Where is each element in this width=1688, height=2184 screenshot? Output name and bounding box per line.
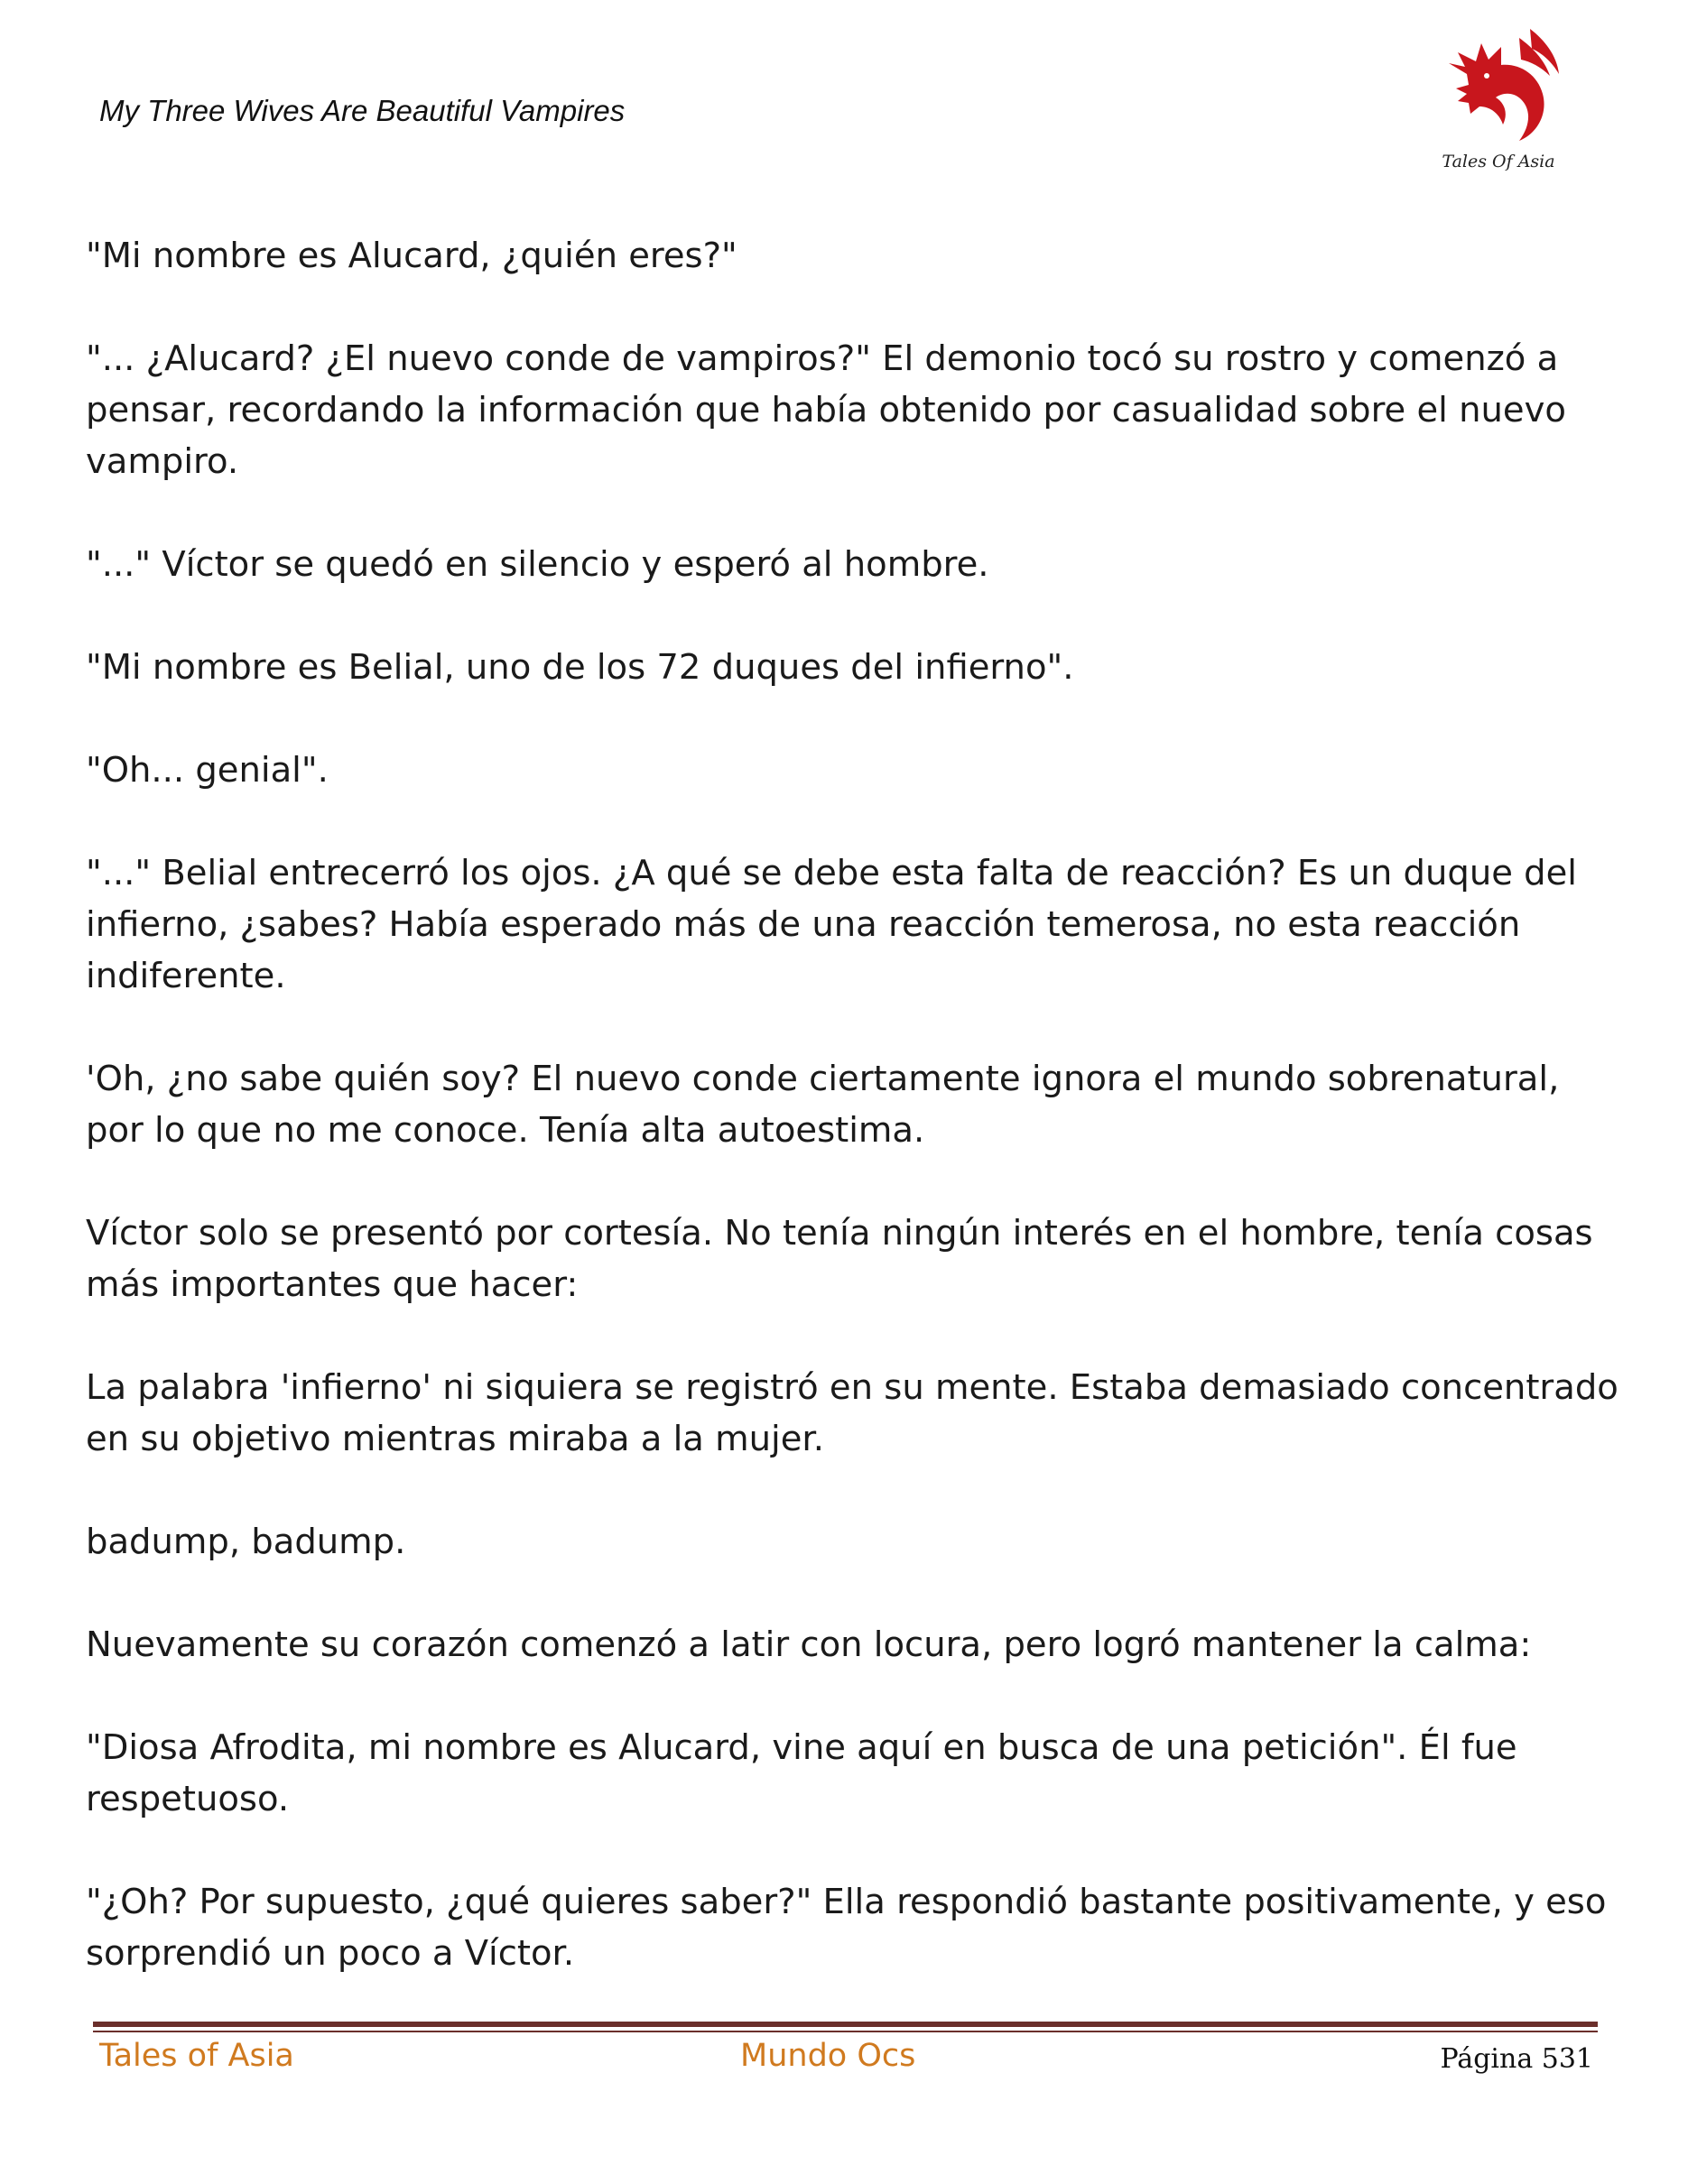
page-number: Página 531 — [1440, 2043, 1593, 2075]
footer-section-name: Mundo Ocs — [740, 2038, 916, 2074]
paragraph: "..." Belial entrecerró los ojos. ¿A qué se debe esta falta de reacción? Es un duque del infierno, ¿sabes? Había esperado más de una reacción temerosa, no esta reacción indiferente. — [86, 853, 1577, 996]
paragraph: "Mi nombre es Belial, uno de los 72 duques del infierno". — [86, 647, 1074, 688]
footer-site-name: Tales of Asia — [99, 2038, 294, 2074]
paragraph: "Oh... genial". — [86, 750, 329, 791]
paragraph: La palabra 'infierno' ni siquiera se registró en su mente. Estaba demasiado concentrado en su objetivo mientras miraba a la mujer. — [86, 1367, 1618, 1459]
paragraph: "... ¿Alucard? ¿El nuevo conde de vampiros?" El demonio tocó su rostro y comenzó a pensar, recordando la información que había obtenido por casualidad sobre el nuevo vampiro. — [86, 338, 1566, 482]
paragraph: 'Oh, ¿no sabe quién soy? El nuevo conde ciertamente ignora el mundo sobrenatural, por lo que no me conoce. Tenía alta autoestima. — [86, 1059, 1560, 1151]
paragraph: badump, badump. — [86, 1522, 406, 1562]
paragraph: "Diosa Afrodita, mi nombre es Alucard, vine aquí en busca de una petición". Él fue respetuoso. — [86, 1727, 1517, 1819]
paragraph: Víctor solo se presentó por cortesía. No tenía ningún interés en el hombre, tenía cosas más importantes que hacer: — [86, 1213, 1593, 1305]
chapter-text — [86, 230, 1620, 2031]
paragraph: Nuevamente su corazón comenzó a latir con locura, pero logró mantener la calma: — [86, 1624, 1532, 1665]
book-title: My Three Wives Are Beautiful Vampires — [99, 94, 626, 127]
logo-text: Tales Of Asia — [1442, 152, 1555, 171]
paragraph: "Mi nombre es Alucard, ¿quién eres?" — [86, 236, 737, 276]
paragraph: "..." Víctor se quedó en silencio y esperó al hombre. — [86, 544, 989, 585]
footer-divider — [93, 2022, 1598, 2032]
paragraph: "¿Oh? Por supuesto, ¿qué quieres saber?" Ella respondió bastante positivamente, y eso sorprendió un poco a Víctor. — [86, 1882, 1607, 1974]
